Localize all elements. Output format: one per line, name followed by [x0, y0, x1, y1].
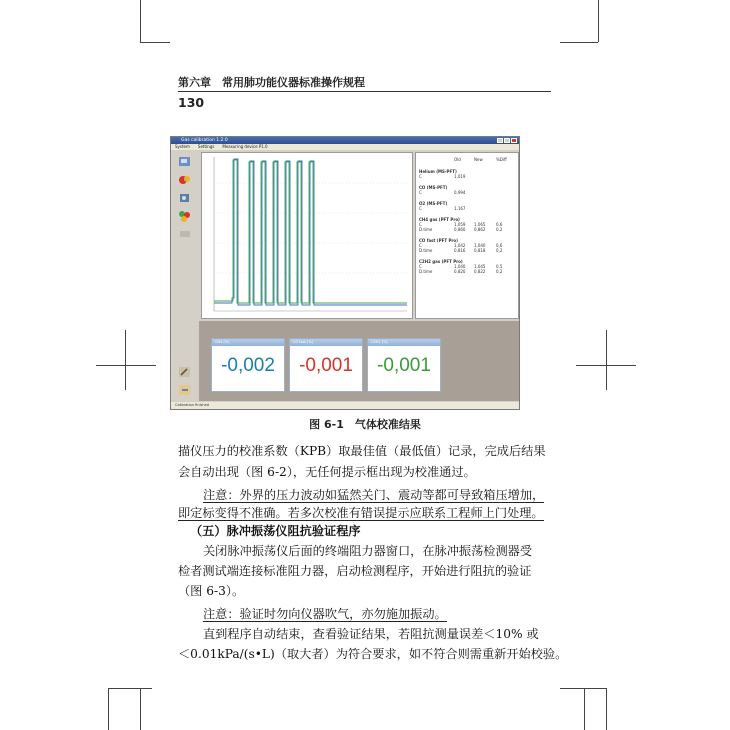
ch4-value: -0,002 — [221, 355, 275, 376]
col-diff: %Diff — [496, 157, 507, 162]
multi-gas-icon[interactable] — [177, 208, 193, 222]
table-cell-label: C — [419, 243, 422, 248]
crop-mark — [584, 688, 585, 730]
close-button[interactable] — [511, 138, 517, 143]
table-cell-old: 1,059 — [454, 222, 466, 227]
minimize-button[interactable] — [497, 138, 503, 143]
c2h2-box-title: C2H2 (%) — [368, 339, 440, 346]
table-cell-new: 1,065 — [474, 222, 486, 227]
trace-chart — [202, 153, 412, 318]
crop-mark — [96, 365, 156, 366]
calibration-trace-plot — [201, 152, 413, 319]
table-cell-old: 1,167 — [454, 206, 466, 211]
table-section-header: Helium (MS-PFT) — [419, 169, 457, 174]
paragraph-line: 直到程序自动结束，查看验证结果，若阻抗测量误差＜10% 或 — [203, 627, 539, 641]
table-cell-diff: 0,2 — [496, 248, 503, 253]
table-section-header: CH4 gas (PFT Pro) — [419, 217, 460, 222]
maximize-button[interactable] — [504, 138, 510, 143]
left-toolbar — [172, 152, 198, 402]
table-cell-label: C — [419, 222, 422, 227]
note-line: 注意：验证时勿向仪器吹气，亦勿施加振动。 — [203, 607, 447, 621]
calibration-window — [170, 136, 520, 410]
table-cell-new: 1,040 — [474, 243, 486, 248]
table-cell-new: 0,862 — [474, 227, 486, 232]
table-cell-new: 0,822 — [474, 269, 486, 274]
crop-mark — [108, 688, 152, 689]
c2h2-value-box — [367, 338, 441, 392]
crop-mark — [606, 688, 607, 730]
trace-blue — [214, 159, 407, 305]
menu-item-device[interactable]: Measuring device P1.0 — [222, 144, 268, 149]
crop-mark — [598, 0, 599, 42]
gas-bottle-icon[interactable] — [177, 172, 193, 186]
table-cell-old: 0,820 — [454, 269, 466, 274]
co-value: -0,001 — [299, 355, 353, 376]
table-cell-label: C — [419, 264, 422, 269]
table-cell-diff: 0,6 — [496, 243, 503, 248]
paragraph-line: 会自动出现（图 6-2），无任何提示框出现为校准通过。 — [178, 465, 476, 479]
paragraph-line: （图 6-3）。 — [178, 584, 245, 598]
col-new: New — [474, 157, 483, 162]
table-cell-old: 0,860 — [454, 227, 466, 232]
crop-mark — [108, 688, 109, 730]
header-rule — [178, 91, 551, 92]
page-number: 130 — [178, 95, 205, 110]
table-cell-diff: 0,2 — [496, 269, 503, 274]
ch4-value-box — [211, 338, 285, 392]
table-section-header: O2 (MS-PFT) — [419, 201, 448, 206]
table-cell-label: C — [419, 174, 422, 179]
table-cell-old: 1,042 — [454, 243, 466, 248]
table-cell-old: 1,040 — [454, 264, 466, 269]
crop-mark — [140, 0, 141, 42]
c2h2-value: -0,001 — [377, 355, 431, 376]
chapter-header: 第六章 常用肺功能仪器标准操作规程 — [178, 76, 365, 89]
table-cell-label: D.time — [419, 227, 433, 232]
settings-tool-icon[interactable] — [177, 364, 193, 378]
paragraph-line: 描仪压力的校准系数（KPB）取最佳值（最低值）记录，完成后结果 — [178, 444, 546, 458]
paragraph-line: ＜0.01kPa/(s•L)（取大者）为符合要求，如不符合则需重新开始校验。 — [178, 647, 568, 661]
figure-caption: 图 6-1 气体校准结果 — [309, 418, 421, 431]
menu-item-settings[interactable]: Settings — [197, 144, 215, 149]
note-line: 注意：外界的压力波动如猛然关门、震动等都可导致箱压增加， — [203, 488, 545, 502]
note-line: 即定标变得不准确。若多次校准有错误提示应联系工程师上门处理。 — [178, 506, 544, 520]
table-cell-diff: 0,6 — [496, 222, 503, 227]
crop-mark — [140, 42, 170, 43]
trace-green — [214, 160, 407, 303]
table-cell-label: C — [419, 206, 422, 211]
table-section-header: CO fast (PFT Pro) — [419, 238, 458, 243]
calibrate-icon[interactable] — [177, 154, 193, 168]
status-bar: Calibration finished — [171, 402, 519, 409]
menu-item-system[interactable]: System — [175, 144, 190, 149]
crop-mark — [125, 330, 126, 390]
table-cell-old: 1,019 — [454, 174, 466, 179]
table-cell-diff: 0,2 — [496, 227, 503, 232]
calibration-results-table — [415, 152, 519, 319]
valve-icon[interactable] — [177, 190, 193, 204]
crop-mark — [606, 330, 607, 390]
table-cell-label: D.time — [419, 248, 433, 253]
disabled-tool-icon — [177, 226, 193, 240]
menu-bar — [171, 144, 519, 150]
exit-icon[interactable] — [177, 382, 193, 396]
table-cell-label: C — [419, 190, 422, 195]
crop-mark — [560, 688, 606, 689]
col-old: Old — [454, 157, 461, 162]
co-value-box — [289, 338, 363, 392]
table-section-header: C2H2 gas (PFT Pro) — [419, 259, 463, 264]
note-line-wrap — [203, 604, 575, 625]
crop-mark — [576, 365, 636, 366]
table-cell-old: 0,994 — [454, 190, 466, 195]
table-cell-old: 0,816 — [454, 248, 466, 253]
plot-gridlines — [214, 183, 407, 273]
ch4-box-title: CH4 (%) — [212, 339, 284, 346]
crop-mark — [560, 42, 598, 43]
table-cell-label: D.time — [419, 269, 433, 274]
section-title: （五）脉冲振荡仪阻抗验证程序 — [190, 524, 361, 538]
window-title: Gas calibration 1.2.0 — [181, 138, 228, 143]
table-cell-new: 1,045 — [474, 264, 486, 269]
co-box-title: CO fast (%) — [290, 339, 362, 346]
window-titlebar — [171, 137, 519, 144]
paragraph-line: 检者测试端连接标准阻力器，启动检测程序，开始进行阻抗的验证 — [178, 564, 532, 578]
table-section-header: CO (MS-PFT) — [419, 185, 448, 190]
crop-mark — [140, 688, 141, 730]
table-cell-new: 0,818 — [474, 248, 486, 253]
table-cell-diff: 0,5 — [496, 264, 503, 269]
paragraph-line: 关闭脉冲振荡仪后面的终端阻力器窗口，在脉冲振荡检测器受 — [203, 544, 533, 558]
